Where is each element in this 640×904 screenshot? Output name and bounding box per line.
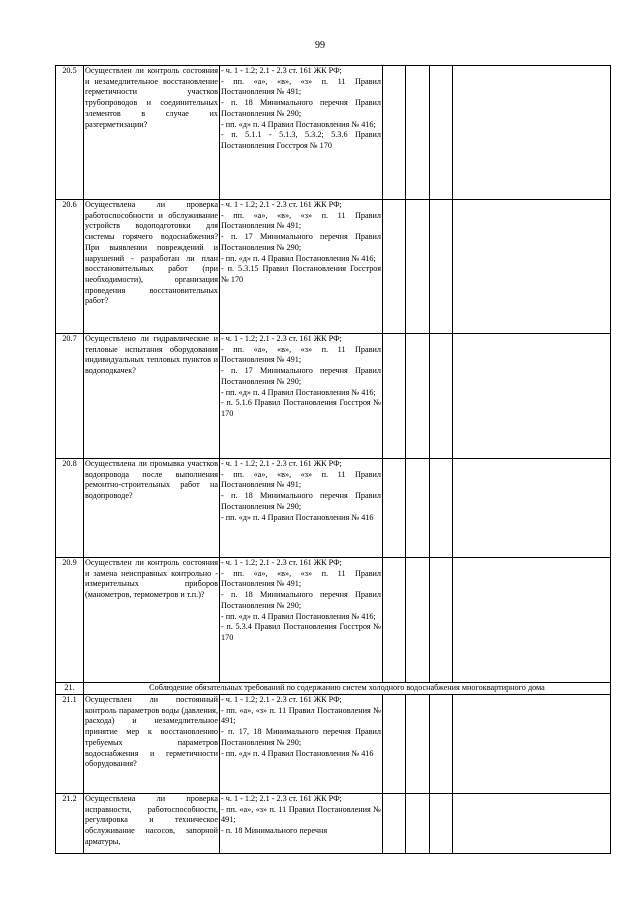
question-cell: Осуществлен ли контроль состояния и замена неисправных контрольно - измерительных приборов (манометров, термометров и т.п.)? (84, 558, 220, 683)
legal-reference: - ч. 1 - 1.2; 2.1 - 2.3 ст. 161 ЖК РФ; (221, 66, 342, 75)
legal-reference: - п. 17, 18 Минимального перечня Правил Постановления № 290; (221, 727, 381, 747)
notes-cell (453, 695, 611, 794)
legal-reference-cell (220, 695, 383, 794)
notes-cell (453, 794, 611, 854)
legal-reference-cell (220, 459, 383, 558)
legal-reference: - пп. «д» п. 4 Правил Постановления № 416 (221, 748, 374, 758)
legal-reference: - п. 18 Минимального перечня Правил Постановления № 290; (221, 491, 381, 511)
question-cell: Осуществлено ли гидравлические и тепловые испытания оборудования индивидуальных тепловых пунктов и водоподкачек? (84, 334, 220, 459)
legal-reference: - ч. 1 - 1.2; 2.1 - 2.3 ст. 161 ЖК РФ; (221, 794, 342, 803)
legal-reference-cell (220, 66, 383, 200)
answer-no-cell (406, 459, 430, 558)
answer-no-cell (406, 794, 430, 854)
legal-reference: - ч. 1 - 1.2; 2.1 - 2.3 ст. 161 ЖК РФ; (221, 459, 342, 468)
answer-yes-cell (383, 334, 406, 459)
answer-na-cell (430, 334, 453, 459)
legal-reference: - пп. «а», «в», «з» п. 11 Правил Постановления № 491; (221, 210, 381, 231)
notes-cell (453, 200, 611, 334)
answer-na-cell (430, 695, 453, 794)
row-number: 21. (56, 683, 84, 695)
answer-na-cell (430, 794, 453, 854)
legal-reference: - п. 17 Минимального перечня Правил Постановления № 290; (221, 366, 381, 386)
answer-na-cell (430, 66, 453, 200)
legal-reference-cell (220, 200, 383, 334)
answer-no-cell (406, 66, 430, 200)
answer-yes-cell (383, 558, 406, 683)
legal-reference: - пп. «а», «з» п. 11 Правил Постановления № 491; (221, 705, 381, 726)
legal-reference: - ч. 1 - 1.2; 2.1 - 2.3 ст. 161 ЖК РФ; (221, 200, 342, 209)
legal-reference: - п. 5.3.4 Правил Постановления Госстроя № 170 (221, 622, 381, 642)
answer-no-cell (406, 558, 430, 683)
row-number: 21.2 (56, 794, 84, 854)
notes-cell (453, 558, 611, 683)
table-row (56, 683, 611, 695)
table-row (56, 794, 611, 854)
legal-reference: - ч. 1 - 1.2; 2.1 - 2.3 ст. 161 ЖК РФ; (221, 558, 342, 567)
answer-na-cell (430, 200, 453, 334)
row-number: 20.8 (56, 459, 84, 558)
question-cell: Осуществлена ли проверка работоспособности и обслуживание устройств водоподготовки для системы горячего водоснабжения? При выявлении повреждений и нарушений - разработан ли план восстановительных работ (при необходимости), организация проведения восстановительных работ? (84, 200, 220, 334)
question-cell: Осуществлен ли контроль состояния и незамедлительное восстановление герметичности участков трубопроводов и соединительных элементов в случае их разгерметизации? (84, 66, 220, 200)
legal-reference: - пп. «а», «в», «з» п. 11 Правил Постановления № 491; (221, 568, 381, 589)
answer-yes-cell (383, 695, 406, 794)
legal-reference: - п. 5.1.1 - 5.1.3, 5.3.2; 5.3.6 Правил Постановления Госстроя № 170 (221, 130, 381, 150)
table-row (56, 695, 611, 794)
notes-cell (453, 334, 611, 459)
legal-reference: - пп. «а», «в», «з» п. 11 Правил Постановления № 491; (221, 469, 381, 490)
row-number: 20.9 (56, 558, 84, 683)
legal-reference: - пп. «д» п. 4 Правил Постановления № 416; (221, 611, 376, 621)
legal-reference: - п. 5.3.15 Правил Постановления Госстроя № 170 (221, 264, 381, 284)
legal-reference: - пп. «д» п. 4 Правил Постановления № 416; (221, 253, 376, 263)
answer-yes-cell (383, 200, 406, 334)
answer-no-cell (406, 200, 430, 334)
question-cell: Осуществлена ли проверка исправности, работоспособности, регулировка и техническое обслуживание насосов, запорной арматуры, (84, 794, 220, 854)
inspection-table (55, 65, 611, 854)
row-number: 21.1 (56, 695, 84, 794)
row-number: 20.6 (56, 200, 84, 334)
legal-reference-cell (220, 558, 383, 683)
page-number: 99 (315, 40, 325, 51)
legal-reference: - пп. «а», «з» п. 11 Правил Постановления № 491; (221, 804, 381, 825)
legal-reference: - ч. 1 - 1.2; 2.1 - 2.3 ст. 161 ЖК РФ; (221, 695, 342, 704)
legal-reference: - пп. «а», «в», «з» п. 11 Правил Постановления № 491; (221, 344, 381, 365)
answer-no-cell (406, 695, 430, 794)
notes-cell (453, 66, 611, 200)
row-number: 20.7 (56, 334, 84, 459)
legal-reference-cell (220, 334, 383, 459)
table-row (56, 334, 611, 459)
answer-na-cell (430, 558, 453, 683)
legal-reference-cell (220, 794, 383, 854)
question-cell: Осуществлен ли постоянный контроль параметров воды (давления, расхода) и незамедлительное принятие мер к восстановлению требуемых параметров водоснабжения и герметичности оборудования? (84, 695, 220, 794)
legal-reference: - пп. «д» п. 4 Правил Постановления № 416; (221, 387, 376, 397)
table-row (56, 459, 611, 558)
notes-cell (453, 459, 611, 558)
legal-reference: - п. 5.1.6 Правил Постановления Госстроя № 170 (221, 398, 381, 418)
table-row (56, 558, 611, 683)
answer-yes-cell (383, 794, 406, 854)
legal-reference: - ч. 1 - 1.2; 2.1 - 2.3 ст. 161 ЖК РФ; (221, 334, 342, 343)
legal-reference: - пп. «а», «в», «з» п. 11 Правил Постановления № 491; (221, 76, 381, 97)
table-row (56, 66, 611, 200)
legal-reference: - п. 18 Минимального перечня Правил Постановления № 290; (221, 590, 381, 610)
section-heading: Соблюдение обязательных требований по содержанию систем холодного водоснабжения многоквартирного дома (84, 683, 611, 695)
legal-reference: - п. 18 Минимального перечня Правил Постановления № 290; (221, 98, 381, 118)
legal-reference: - п. 18 Минимального перечня (221, 826, 328, 836)
legal-reference: - п. 17 Минимального перечня Правил Постановления № 290; (221, 232, 381, 252)
row-number: 20.5 (56, 66, 84, 200)
answer-na-cell (430, 459, 453, 558)
legal-reference: - пп. «д» п. 4 Правил Постановления № 416; (221, 119, 376, 129)
table-row (56, 200, 611, 334)
question-cell: Осуществлена ли промывка участков водопровода после выполнения ремонтно-строительных работ на водопроводе? (84, 459, 220, 558)
answer-yes-cell (383, 66, 406, 200)
answer-yes-cell (383, 459, 406, 558)
answer-no-cell (406, 334, 430, 459)
legal-reference: - пп. «д» п. 4 Правил Постановления № 416 (221, 512, 374, 522)
